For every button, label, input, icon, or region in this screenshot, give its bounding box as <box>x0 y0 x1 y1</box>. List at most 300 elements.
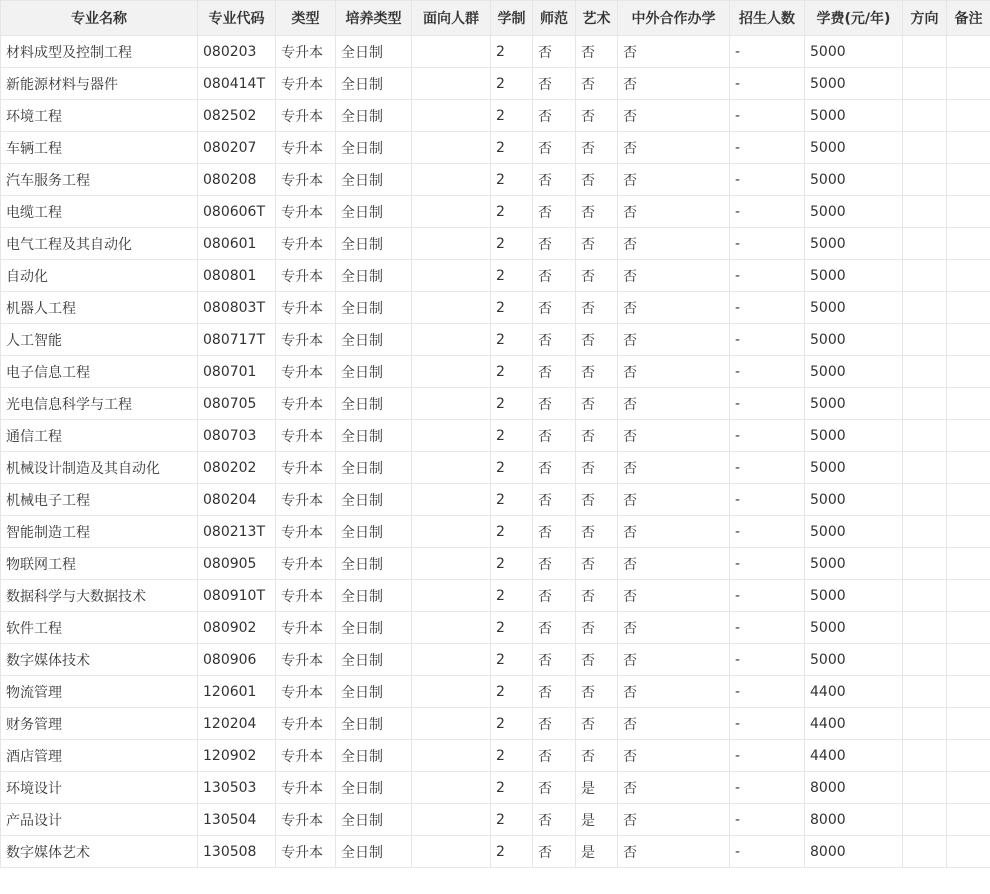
remarks-cell <box>947 260 990 292</box>
target-group-cell <box>412 356 491 388</box>
major-code-cell: 080905 <box>198 548 276 580</box>
tuition-cell: 5000 <box>805 164 903 196</box>
study-mode-cell: 全日制 <box>336 420 412 452</box>
tuition-cell: 5000 <box>805 388 903 420</box>
art-cell: 否 <box>576 292 618 324</box>
direction-cell <box>903 356 947 388</box>
header-major-code: 专业代码 <box>198 1 276 36</box>
remarks-cell <box>947 708 990 740</box>
tuition-cell: 5000 <box>805 196 903 228</box>
art-cell: 否 <box>576 548 618 580</box>
duration-cell: 2 <box>491 36 533 68</box>
remarks-cell <box>947 612 990 644</box>
teacher-training-cell: 否 <box>533 292 576 324</box>
target-group-cell <box>412 580 491 612</box>
duration-cell: 2 <box>491 644 533 676</box>
teacher-training-cell: 否 <box>533 516 576 548</box>
study-mode-cell: 全日制 <box>336 644 412 676</box>
art-cell: 否 <box>576 388 618 420</box>
table-row <box>1 452 990 484</box>
tuition-cell: 5000 <box>805 132 903 164</box>
remarks-cell <box>947 676 990 708</box>
header-sino-foreign: 中外合作办学 <box>618 1 730 36</box>
sino-foreign-cell: 否 <box>618 580 730 612</box>
type-cell: 专升本 <box>276 292 336 324</box>
type-cell: 专升本 <box>276 36 336 68</box>
target-group-cell <box>412 836 491 868</box>
study-mode-cell: 全日制 <box>336 36 412 68</box>
type-cell: 专升本 <box>276 196 336 228</box>
tuition-cell: 4400 <box>805 708 903 740</box>
major-name-cell: 智能制造工程 <box>1 516 198 548</box>
sino-foreign-cell: 否 <box>618 68 730 100</box>
tuition-cell: 5000 <box>805 548 903 580</box>
type-cell: 专升本 <box>276 228 336 260</box>
direction-cell <box>903 612 947 644</box>
sino-foreign-cell: 否 <box>618 420 730 452</box>
table-header <box>1 1 990 36</box>
remarks-cell <box>947 100 990 132</box>
table-row <box>1 580 990 612</box>
major-name-cell: 车辆工程 <box>1 132 198 164</box>
remarks-cell <box>947 292 990 324</box>
header-teacher-training: 师范 <box>533 1 576 36</box>
art-cell: 否 <box>576 356 618 388</box>
art-cell: 是 <box>576 836 618 868</box>
duration-cell: 2 <box>491 676 533 708</box>
direction-cell <box>903 676 947 708</box>
study-mode-cell: 全日制 <box>336 580 412 612</box>
duration-cell: 2 <box>491 420 533 452</box>
tuition-cell: 5000 <box>805 484 903 516</box>
study-mode-cell: 全日制 <box>336 708 412 740</box>
major-name-cell: 物流管理 <box>1 676 198 708</box>
duration-cell: 2 <box>491 324 533 356</box>
enrollment-cell: - <box>730 420 805 452</box>
enrollment-cell: - <box>730 804 805 836</box>
table-row <box>1 548 990 580</box>
major-code-cell: 080801 <box>198 260 276 292</box>
enrollment-cell: - <box>730 836 805 868</box>
sino-foreign-cell: 否 <box>618 388 730 420</box>
teacher-training-cell: 否 <box>533 708 576 740</box>
remarks-cell <box>947 228 990 260</box>
type-cell: 专升本 <box>276 740 336 772</box>
type-cell: 专升本 <box>276 356 336 388</box>
remarks-cell <box>947 132 990 164</box>
duration-cell: 2 <box>491 292 533 324</box>
tuition-cell: 5000 <box>805 260 903 292</box>
remarks-cell <box>947 36 990 68</box>
direction-cell <box>903 836 947 868</box>
sino-foreign-cell: 否 <box>618 356 730 388</box>
type-cell: 专升本 <box>276 644 336 676</box>
tuition-cell: 5000 <box>805 516 903 548</box>
enrollment-cell: - <box>730 580 805 612</box>
art-cell: 否 <box>576 420 618 452</box>
sino-foreign-cell: 否 <box>618 612 730 644</box>
major-name-cell: 产品设计 <box>1 804 198 836</box>
type-cell: 专升本 <box>276 260 336 292</box>
sino-foreign-cell: 否 <box>618 132 730 164</box>
target-group-cell <box>412 708 491 740</box>
sino-foreign-cell: 否 <box>618 548 730 580</box>
major-code-cell: 082502 <box>198 100 276 132</box>
table-row <box>1 836 990 868</box>
remarks-cell <box>947 548 990 580</box>
tuition-cell: 5000 <box>805 644 903 676</box>
sino-foreign-cell: 否 <box>618 516 730 548</box>
enrollment-cell: - <box>730 132 805 164</box>
art-cell: 是 <box>576 804 618 836</box>
target-group-cell <box>412 68 491 100</box>
sino-foreign-cell: 否 <box>618 676 730 708</box>
study-mode-cell: 全日制 <box>336 100 412 132</box>
duration-cell: 2 <box>491 452 533 484</box>
duration-cell: 2 <box>491 132 533 164</box>
remarks-cell <box>947 740 990 772</box>
major-code-cell: 120902 <box>198 740 276 772</box>
enrollment-cell: - <box>730 388 805 420</box>
tuition-cell: 5000 <box>805 36 903 68</box>
type-cell: 专升本 <box>276 452 336 484</box>
teacher-training-cell: 否 <box>533 228 576 260</box>
teacher-training-cell: 否 <box>533 772 576 804</box>
direction-cell <box>903 804 947 836</box>
sino-foreign-cell: 否 <box>618 164 730 196</box>
sino-foreign-cell: 否 <box>618 772 730 804</box>
type-cell: 专升本 <box>276 836 336 868</box>
direction-cell <box>903 580 947 612</box>
study-mode-cell: 全日制 <box>336 740 412 772</box>
target-group-cell <box>412 132 491 164</box>
major-code-cell: 120204 <box>198 708 276 740</box>
enrollment-cell: - <box>730 676 805 708</box>
duration-cell: 2 <box>491 580 533 612</box>
table-row <box>1 356 990 388</box>
tuition-cell: 5000 <box>805 324 903 356</box>
major-name-cell: 材料成型及控制工程 <box>1 36 198 68</box>
teacher-training-cell: 否 <box>533 164 576 196</box>
enrollment-cell: - <box>730 452 805 484</box>
header-tuition: 学费(元/年) <box>805 1 903 36</box>
header-type: 类型 <box>276 1 336 36</box>
teacher-training-cell: 否 <box>533 100 576 132</box>
study-mode-cell: 全日制 <box>336 324 412 356</box>
teacher-training-cell: 否 <box>533 356 576 388</box>
enrollment-cell: - <box>730 68 805 100</box>
teacher-training-cell: 否 <box>533 132 576 164</box>
major-code-cell: 130508 <box>198 836 276 868</box>
header-remarks: 备注 <box>947 1 990 36</box>
major-name-cell: 自动化 <box>1 260 198 292</box>
major-code-cell: 120601 <box>198 676 276 708</box>
table-row <box>1 644 990 676</box>
type-cell: 专升本 <box>276 772 336 804</box>
sino-foreign-cell: 否 <box>618 260 730 292</box>
duration-cell: 2 <box>491 612 533 644</box>
target-group-cell <box>412 484 491 516</box>
tuition-cell: 5000 <box>805 68 903 100</box>
target-group-cell <box>412 324 491 356</box>
duration-cell: 2 <box>491 772 533 804</box>
art-cell: 否 <box>576 68 618 100</box>
art-cell: 否 <box>576 324 618 356</box>
direction-cell <box>903 740 947 772</box>
table-row <box>1 324 990 356</box>
art-cell: 否 <box>576 484 618 516</box>
major-code-cell: 080705 <box>198 388 276 420</box>
remarks-cell <box>947 388 990 420</box>
table-row <box>1 164 990 196</box>
enrollment-cell: - <box>730 292 805 324</box>
major-code-cell: 080717T <box>198 324 276 356</box>
major-name-cell: 汽车服务工程 <box>1 164 198 196</box>
study-mode-cell: 全日制 <box>336 228 412 260</box>
type-cell: 专升本 <box>276 164 336 196</box>
type-cell: 专升本 <box>276 804 336 836</box>
table-row <box>1 740 990 772</box>
remarks-cell <box>947 804 990 836</box>
sino-foreign-cell: 否 <box>618 644 730 676</box>
enrollment-cell: - <box>730 196 805 228</box>
study-mode-cell: 全日制 <box>336 260 412 292</box>
direction-cell <box>903 36 947 68</box>
enrollment-cell: - <box>730 772 805 804</box>
target-group-cell <box>412 676 491 708</box>
direction-cell <box>903 484 947 516</box>
direction-cell <box>903 196 947 228</box>
enrollment-cell: - <box>730 484 805 516</box>
sino-foreign-cell: 否 <box>618 740 730 772</box>
duration-cell: 2 <box>491 740 533 772</box>
art-cell: 否 <box>576 676 618 708</box>
enrollment-cell: - <box>730 644 805 676</box>
direction-cell <box>903 548 947 580</box>
study-mode-cell: 全日制 <box>336 68 412 100</box>
enrollment-cell: - <box>730 36 805 68</box>
sino-foreign-cell: 否 <box>618 228 730 260</box>
table-row <box>1 228 990 260</box>
teacher-training-cell: 否 <box>533 452 576 484</box>
major-name-cell: 数字媒体技术 <box>1 644 198 676</box>
teacher-training-cell: 否 <box>533 836 576 868</box>
teacher-training-cell: 否 <box>533 484 576 516</box>
sino-foreign-cell: 否 <box>618 804 730 836</box>
study-mode-cell: 全日制 <box>336 292 412 324</box>
art-cell: 否 <box>576 580 618 612</box>
type-cell: 专升本 <box>276 484 336 516</box>
table-row <box>1 68 990 100</box>
target-group-cell <box>412 804 491 836</box>
remarks-cell <box>947 836 990 868</box>
teacher-training-cell: 否 <box>533 548 576 580</box>
study-mode-cell: 全日制 <box>336 356 412 388</box>
header-target-group: 面向人群 <box>412 1 491 36</box>
table-row <box>1 388 990 420</box>
type-cell: 专升本 <box>276 420 336 452</box>
major-code-cell: 080203 <box>198 36 276 68</box>
art-cell: 否 <box>576 740 618 772</box>
table-row <box>1 804 990 836</box>
direction-cell <box>903 516 947 548</box>
enrollment-cell: - <box>730 740 805 772</box>
target-group-cell <box>412 644 491 676</box>
duration-cell: 2 <box>491 708 533 740</box>
direction-cell <box>903 292 947 324</box>
target-group-cell <box>412 612 491 644</box>
table-row <box>1 484 990 516</box>
study-mode-cell: 全日制 <box>336 676 412 708</box>
duration-cell: 2 <box>491 516 533 548</box>
major-code-cell: 080601 <box>198 228 276 260</box>
teacher-training-cell: 否 <box>533 388 576 420</box>
art-cell: 是 <box>576 772 618 804</box>
enrollment-cell: - <box>730 548 805 580</box>
major-name-cell: 电子信息工程 <box>1 356 198 388</box>
art-cell: 否 <box>576 196 618 228</box>
type-cell: 专升本 <box>276 516 336 548</box>
remarks-cell <box>947 644 990 676</box>
study-mode-cell: 全日制 <box>336 516 412 548</box>
table-row <box>1 676 990 708</box>
direction-cell <box>903 772 947 804</box>
enrollment-cell: - <box>730 228 805 260</box>
teacher-training-cell: 否 <box>533 420 576 452</box>
teacher-training-cell: 否 <box>533 580 576 612</box>
remarks-cell <box>947 452 990 484</box>
study-mode-cell: 全日制 <box>336 836 412 868</box>
major-code-cell: 080701 <box>198 356 276 388</box>
major-code-cell: 080803T <box>198 292 276 324</box>
remarks-cell <box>947 196 990 228</box>
major-code-cell: 080606T <box>198 196 276 228</box>
header-enrollment: 招生人数 <box>730 1 805 36</box>
header-study-mode: 培养类型 <box>336 1 412 36</box>
major-code-cell: 080204 <box>198 484 276 516</box>
target-group-cell <box>412 36 491 68</box>
major-name-cell: 财务管理 <box>1 708 198 740</box>
major-code-cell: 130504 <box>198 804 276 836</box>
table-row <box>1 36 990 68</box>
type-cell: 专升本 <box>276 388 336 420</box>
target-group-cell <box>412 196 491 228</box>
remarks-cell <box>947 164 990 196</box>
major-name-cell: 电缆工程 <box>1 196 198 228</box>
remarks-cell <box>947 356 990 388</box>
major-name-cell: 光电信息科学与工程 <box>1 388 198 420</box>
remarks-cell <box>947 324 990 356</box>
sino-foreign-cell: 否 <box>618 324 730 356</box>
type-cell: 专升本 <box>276 68 336 100</box>
table-body <box>1 36 990 868</box>
table-row <box>1 772 990 804</box>
target-group-cell <box>412 164 491 196</box>
header-duration: 学制 <box>491 1 533 36</box>
enrollment-cell: - <box>730 612 805 644</box>
remarks-cell <box>947 772 990 804</box>
duration-cell: 2 <box>491 356 533 388</box>
art-cell: 否 <box>576 644 618 676</box>
major-code-cell: 080202 <box>198 452 276 484</box>
duration-cell: 2 <box>491 548 533 580</box>
target-group-cell <box>412 292 491 324</box>
tuition-cell: 5000 <box>805 292 903 324</box>
header-art: 艺术 <box>576 1 618 36</box>
remarks-cell <box>947 68 990 100</box>
art-cell: 否 <box>576 36 618 68</box>
major-code-cell: 080906 <box>198 644 276 676</box>
target-group-cell <box>412 228 491 260</box>
major-name-cell: 数据科学与大数据技术 <box>1 580 198 612</box>
tuition-cell: 5000 <box>805 420 903 452</box>
major-name-cell: 通信工程 <box>1 420 198 452</box>
target-group-cell <box>412 772 491 804</box>
direction-cell <box>903 260 947 292</box>
major-name-cell: 人工智能 <box>1 324 198 356</box>
teacher-training-cell: 否 <box>533 324 576 356</box>
major-name-cell: 新能源材料与器件 <box>1 68 198 100</box>
type-cell: 专升本 <box>276 100 336 132</box>
type-cell: 专升本 <box>276 324 336 356</box>
tuition-cell: 5000 <box>805 356 903 388</box>
major-code-cell: 080910T <box>198 580 276 612</box>
target-group-cell <box>412 548 491 580</box>
sino-foreign-cell: 否 <box>618 196 730 228</box>
sino-foreign-cell: 否 <box>618 484 730 516</box>
teacher-training-cell: 否 <box>533 740 576 772</box>
remarks-cell <box>947 580 990 612</box>
major-name-cell: 软件工程 <box>1 612 198 644</box>
duration-cell: 2 <box>491 836 533 868</box>
table-row <box>1 292 990 324</box>
type-cell: 专升本 <box>276 580 336 612</box>
table-row <box>1 516 990 548</box>
teacher-training-cell: 否 <box>533 676 576 708</box>
type-cell: 专升本 <box>276 676 336 708</box>
enrollment-cell: - <box>730 356 805 388</box>
major-name-cell: 数字媒体艺术 <box>1 836 198 868</box>
study-mode-cell: 全日制 <box>336 484 412 516</box>
major-code-cell: 080213T <box>198 516 276 548</box>
study-mode-cell: 全日制 <box>336 132 412 164</box>
major-code-cell: 080414T <box>198 68 276 100</box>
study-mode-cell: 全日制 <box>336 196 412 228</box>
major-name-cell: 酒店管理 <box>1 740 198 772</box>
direction-cell <box>903 100 947 132</box>
enrollment-cell: - <box>730 324 805 356</box>
direction-cell <box>903 452 947 484</box>
direction-cell <box>903 708 947 740</box>
study-mode-cell: 全日制 <box>336 612 412 644</box>
tuition-cell: 8000 <box>805 772 903 804</box>
remarks-cell <box>947 516 990 548</box>
study-mode-cell: 全日制 <box>336 452 412 484</box>
enrollment-cell: - <box>730 100 805 132</box>
type-cell: 专升本 <box>276 548 336 580</box>
teacher-training-cell: 否 <box>533 260 576 292</box>
remarks-cell <box>947 484 990 516</box>
direction-cell <box>903 420 947 452</box>
header-major-name: 专业名称 <box>1 1 198 36</box>
study-mode-cell: 全日制 <box>336 388 412 420</box>
art-cell: 否 <box>576 612 618 644</box>
tuition-cell: 4400 <box>805 676 903 708</box>
teacher-training-cell: 否 <box>533 804 576 836</box>
target-group-cell <box>412 740 491 772</box>
art-cell: 否 <box>576 164 618 196</box>
direction-cell <box>903 324 947 356</box>
